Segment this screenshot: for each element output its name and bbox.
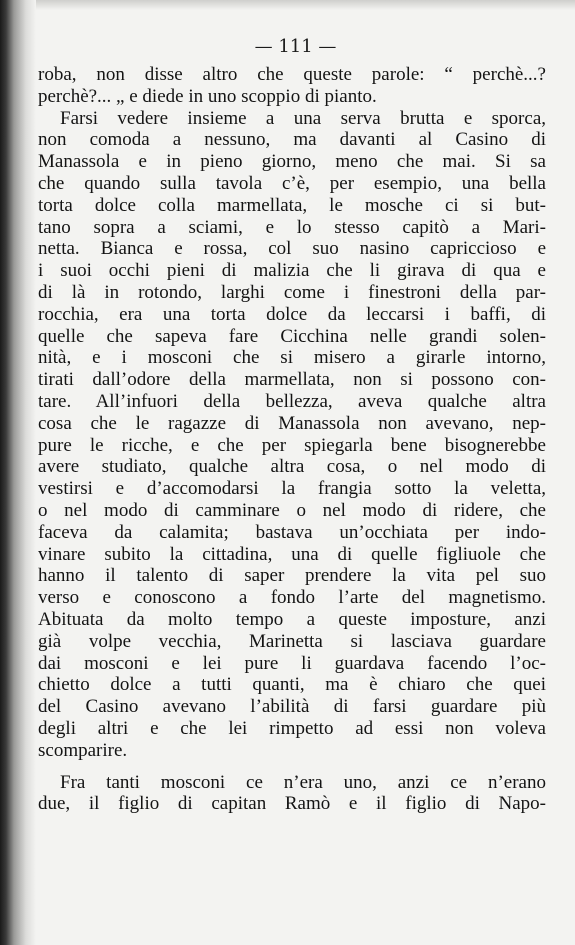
text-line: verso e conoscono a fondo l’arte del magnetismo.: [38, 587, 546, 609]
text-line: Farsi vedere insieme a una serva brutta e sporca,: [60, 107, 546, 129]
text-line: tare. All’infuori della bellezza, aveva qualche altra: [38, 390, 546, 412]
text-line: già volpe vecchia, Marinetta si lasciava guardare: [38, 630, 546, 652]
text-line: vinare subito la cittadina, una di quelle figliuole che: [38, 543, 546, 565]
text-line: roba, non disse altro che queste parole: “ perchè...?: [38, 64, 546, 85]
text-line: torta dolce colla marmellata, le mosche ci si but-: [38, 194, 546, 216]
text-line: netta. Bianca e rossa, col suo nasino capriccioso e: [38, 238, 546, 260]
text-line: due, il figlio di capitan Ramò e il figlio di Napo-: [38, 793, 546, 815]
text-line: hanno il talento di saper prendere la vita pel suo: [38, 565, 546, 587]
text-line: i suoi occhi pieni di malizia che li girava di qua e: [38, 260, 546, 282]
text-line: quelle che sapeva fare Cicchina nelle grandi solen-: [38, 325, 546, 347]
text-line: non comoda a nessuno, ma davanti al Casino di: [38, 129, 546, 151]
text-line: vestirsi e d’accomodarsi la frangia sotto la veletta,: [38, 478, 546, 500]
text-line: scomparire.: [38, 739, 128, 761]
text-line: cosa che le ragazze di Manassola non avevano, nep-: [38, 412, 546, 434]
book-binding-edge: [0, 0, 36, 945]
text-line: di là in rotondo, larghi come i finestroni della par-: [38, 281, 546, 303]
text-line: degli altri e che lei rimpetto ad essi non voleva: [38, 717, 546, 739]
text-line: dai mosconi e lei pure li guardava facendo l’oc-: [38, 652, 546, 674]
text-line: perchè?... „ e diede in uno scoppio di pianto.: [38, 85, 377, 107]
page-top-shadow: [0, 0, 575, 10]
text-line: Manassola e in pieno giorno, meno che mai. Si sa: [38, 151, 546, 173]
text-line: faceva da calamita; bastava un’occhiata per indo-: [38, 521, 546, 543]
text-line: avere studiato, qualche altra cosa, o nel modo di: [38, 456, 546, 478]
text-line: nità, e i mosconi che si misero a girarle intorno,: [38, 347, 546, 369]
body-text: [38, 64, 546, 815]
text-line: Fra tanti mosconi ce n’era uno, anzi ce n’erano: [60, 771, 546, 793]
text-line: o nel modo di camminare o nel modo di ridere, che: [38, 499, 546, 521]
text-line: rocchia, era una torta dolce da leccarsi i baffi, di: [38, 303, 546, 325]
text-line: che quando sulla tavola c’è, per esempio, una bella: [38, 172, 546, 194]
paragraph-gap: [38, 762, 546, 772]
text-line: tano sopra a sciami, e lo stesso capitò a Mari-: [38, 216, 546, 238]
text-line: tirati dall’odore della marmellata, non si possono con-: [38, 369, 546, 391]
text-line: chietto dolce a tutti quanti, ma è chiaro che quei: [38, 674, 546, 696]
text-line: del Casino avevano l’abilità di farsi guardare più: [38, 696, 546, 718]
text-line: pure le ricche, e che per spiegarla bene bisognerebbe: [38, 434, 546, 456]
page-number: — 111 —: [254, 36, 337, 57]
text-line: Abituata da molto tempo a queste imposture, anzi: [38, 608, 546, 630]
